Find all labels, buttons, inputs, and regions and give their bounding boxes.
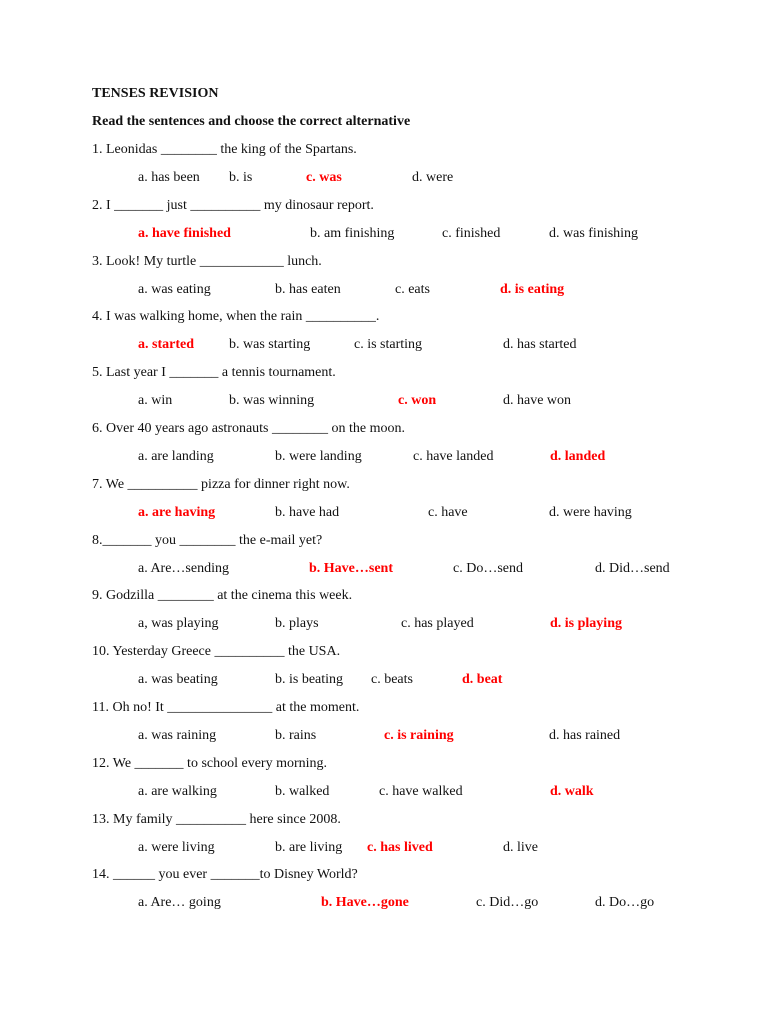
answer-option: a. was raining bbox=[138, 728, 217, 743]
correct-answer-option: a. have finished bbox=[138, 226, 231, 241]
answer-option: c. has played bbox=[401, 616, 474, 631]
answer-option: c. finished bbox=[442, 226, 501, 241]
correct-answer-option: b. Have…gone bbox=[321, 895, 409, 910]
answer-option: c. have landed bbox=[413, 449, 494, 464]
answer-options bbox=[0, 895, 770, 915]
answer-option: a. was beating bbox=[138, 672, 218, 687]
answer-option: b. were landing bbox=[275, 449, 362, 464]
answer-option: b. walked bbox=[275, 784, 330, 799]
question-text: 10. Yesterday Greece __________ the USA. bbox=[92, 644, 341, 659]
correct-answer-option: d. walk bbox=[550, 784, 594, 799]
answer-option: c. is starting bbox=[354, 337, 423, 352]
question-text: 12. We _______ to school every morning. bbox=[92, 756, 328, 771]
answer-option: a, was playing bbox=[138, 616, 219, 631]
answer-option: d. Did…send bbox=[595, 561, 670, 576]
question-text: 13. My family __________ here since 2008. bbox=[92, 812, 341, 827]
question-text: 4. I was walking home, when the rain __________. bbox=[92, 309, 380, 324]
answer-option: b. is beating bbox=[275, 672, 344, 687]
answer-options bbox=[0, 393, 770, 413]
answer-option: a. win bbox=[138, 393, 173, 408]
answer-options bbox=[0, 840, 770, 860]
answer-option: c. have bbox=[428, 505, 468, 520]
answer-option: b. has eaten bbox=[275, 282, 341, 297]
answer-option: c. have walked bbox=[379, 784, 463, 799]
question-text: 14. ______ you ever _______to Disney World? bbox=[92, 867, 358, 882]
answer-options bbox=[0, 728, 770, 748]
answer-options bbox=[0, 226, 770, 246]
answer-option: c. beats bbox=[371, 672, 413, 687]
answer-options bbox=[0, 282, 770, 302]
answer-options bbox=[0, 449, 770, 469]
question-text: 5. Last year I _______ a tennis tournament. bbox=[92, 365, 336, 380]
answer-option: b. is bbox=[229, 170, 253, 185]
answer-option: d. was finishing bbox=[549, 226, 639, 241]
answer-option: d. live bbox=[503, 840, 538, 855]
question-text: 7. We __________ pizza for dinner right now. bbox=[92, 477, 350, 492]
answer-options bbox=[0, 505, 770, 525]
correct-answer-option: a. started bbox=[138, 337, 194, 352]
correct-answer-option: c. won bbox=[398, 393, 437, 408]
correct-answer-option: b. Have…sent bbox=[309, 561, 393, 576]
answer-option: b. plays bbox=[275, 616, 319, 631]
answer-options bbox=[0, 784, 770, 804]
page-title: TENSES REVISION bbox=[92, 86, 219, 101]
question-text: 2. I _______ just __________ my dinosaur report. bbox=[92, 198, 374, 213]
answer-options bbox=[0, 170, 770, 190]
answer-options bbox=[0, 561, 770, 581]
answer-option: b. was starting bbox=[229, 337, 311, 352]
answer-option: a. were living bbox=[138, 840, 215, 855]
answer-option: b. rains bbox=[275, 728, 317, 743]
correct-answer-option: d. beat bbox=[462, 672, 503, 687]
correct-answer-option: c. is raining bbox=[384, 728, 454, 743]
question-text: 8._______ you ________ the e-mail yet? bbox=[92, 533, 323, 548]
answer-option: d. have won bbox=[503, 393, 572, 408]
answer-option: a. are landing bbox=[138, 449, 214, 464]
instructions: Read the sentences and choose the correct alternative bbox=[92, 114, 411, 129]
answer-options bbox=[0, 337, 770, 357]
answer-option: a. was eating bbox=[138, 282, 211, 297]
answer-option: c. Did…go bbox=[476, 895, 539, 910]
question-text: 6. Over 40 years ago astronauts ________ on the moon. bbox=[92, 421, 405, 436]
answer-option: a. has been bbox=[138, 170, 200, 185]
answer-option: b. have had bbox=[275, 505, 340, 520]
question-text: 1. Leonidas ________ the king of the Spartans. bbox=[92, 142, 357, 157]
answer-option: d. were bbox=[412, 170, 454, 185]
correct-answer-option: c. was bbox=[306, 170, 342, 185]
answer-option: b. are living bbox=[275, 840, 343, 855]
correct-answer-option: d. is playing bbox=[550, 616, 622, 631]
answer-option: a. Are…sending bbox=[138, 561, 229, 576]
answer-option: b. am finishing bbox=[310, 226, 395, 241]
answer-option: d. were having bbox=[549, 505, 632, 520]
answer-option: d. has rained bbox=[549, 728, 621, 743]
correct-answer-option: c. has lived bbox=[367, 840, 433, 855]
answer-option: a. are walking bbox=[138, 784, 217, 799]
answer-option: d. has started bbox=[503, 337, 577, 352]
correct-answer-option: d. is eating bbox=[500, 282, 565, 297]
answer-option: d. Do…go bbox=[595, 895, 655, 910]
answer-option: a. Are… going bbox=[138, 895, 221, 910]
answer-options bbox=[0, 672, 770, 692]
answer-options bbox=[0, 616, 770, 636]
question-text: 9. Godzilla ________ at the cinema this week. bbox=[92, 588, 353, 603]
correct-answer-option: d. landed bbox=[550, 449, 606, 464]
answer-option: c. eats bbox=[395, 282, 430, 297]
correct-answer-option: a. are having bbox=[138, 505, 216, 520]
answer-option: b. was winning bbox=[229, 393, 315, 408]
question-text: 3. Look! My turtle ____________ lunch. bbox=[92, 254, 322, 269]
question-text: 11. Oh no! It _______________ at the moment. bbox=[92, 700, 360, 715]
answer-option: c. Do…send bbox=[453, 561, 523, 576]
